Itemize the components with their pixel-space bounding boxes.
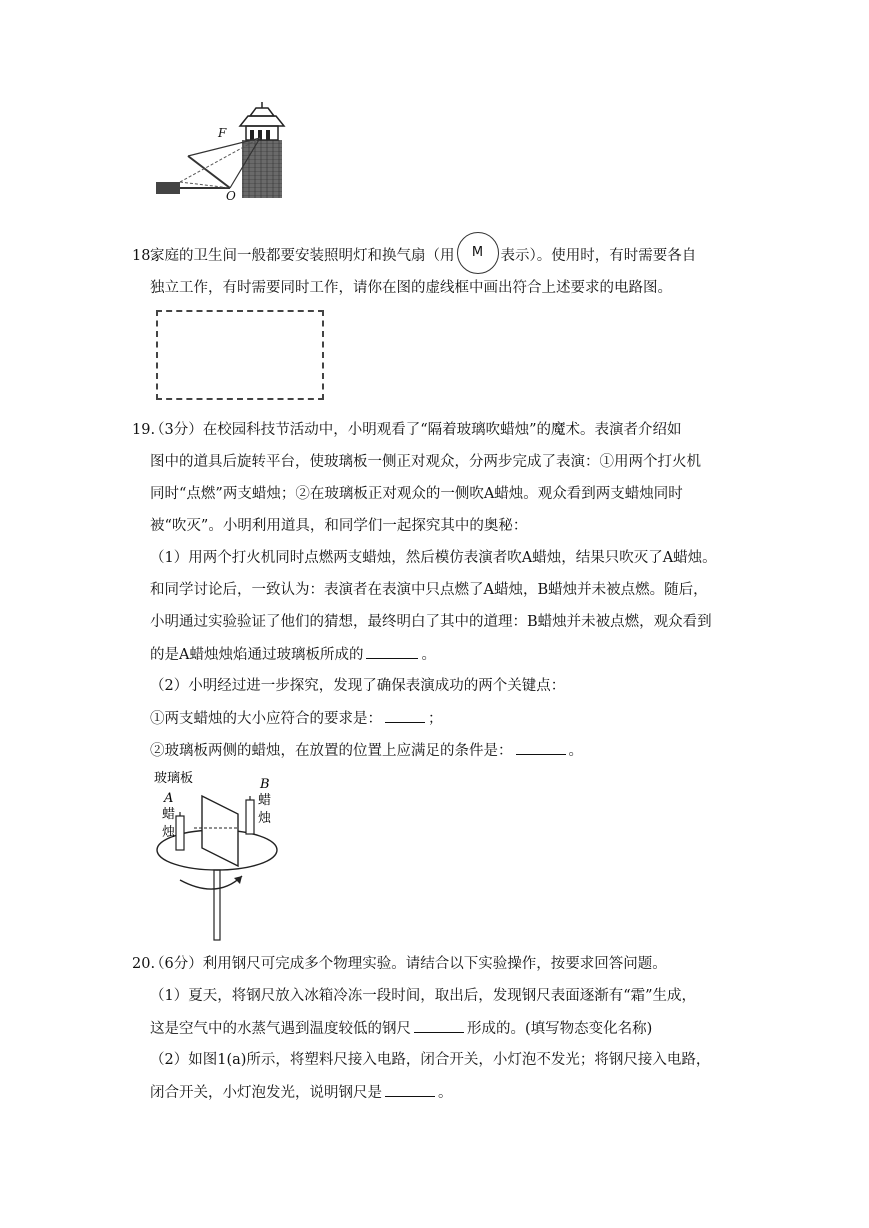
circuit-answer-box — [156, 310, 324, 400]
tower-figure — [150, 100, 290, 205]
q19-p2-item2-text: ②玻璃板两侧的蜡烛，在放置的位置上应满足的条件是： — [150, 743, 513, 759]
q20-p1-line2-text: 这是空气中的水蒸气遇到温度较低的钢尺 — [150, 1021, 411, 1037]
glass-candle-figure — [150, 768, 290, 943]
q20-p1-line2-end: 形成的。(填写物态变化名称) — [467, 1021, 653, 1037]
answer-blank-size[interactable] — [385, 708, 425, 723]
q19-p1-line4-text: 的是A蜡烛烛焰通过玻璃板所成的 — [150, 647, 364, 663]
q19-p2-item1 — [150, 708, 443, 729]
glass-plate-label: 玻璃板 — [154, 771, 194, 786]
label-o: O — [226, 189, 236, 203]
q19-p1-line1: （1）用两个打火机同时点燃两支蜡烛，然后模仿表演者吹A蜡烛，结果只吹灭了A蜡烛。 — [150, 550, 717, 566]
q20-number: 20. — [132, 956, 156, 972]
q18-text-before: 家庭的卫生间一般都要安装照明灯和换气扇（用 — [150, 248, 455, 264]
answer-blank-position[interactable] — [516, 740, 566, 755]
q20-p2-line2 — [150, 1082, 453, 1103]
q18-text-after: 表示）。使用时，有时需要各自 — [500, 248, 697, 264]
candle-b-letter: B — [260, 777, 270, 792]
q19-p2-item2 — [150, 740, 583, 761]
q18-line2: 独立工作，有时需要同时工作，请你在图的虚线框中画出符合上述要求的电路图。 — [150, 280, 672, 296]
q19-line2: 图中的道具后旋转平台，使玻璃板一侧正对观众，分两步完成了表演：①用两个打火机 — [150, 454, 701, 470]
q18-number: 18. — [132, 248, 156, 264]
candle-a-text2: 烛 — [162, 825, 176, 840]
q19-line4: 被“吹灭”。小明利用道具，和同学们一起探究其中的奥秘： — [150, 518, 528, 534]
q19-line1: （3分）在校园科技节活动中，小明观看了“隔着玻璃吹蜡烛”的魔术。表演者介绍如 — [150, 422, 682, 438]
q20-p2-line2-text: 闭合开关，小灯泡发光，说明钢尺是 — [150, 1085, 382, 1101]
q20-p2-line2-end: 。 — [438, 1085, 453, 1101]
answer-blank-conductor[interactable] — [385, 1082, 435, 1097]
q20-p1-line1: （1）夏天，将钢尺放入冰箱冷冻一段时间，取出后，发现钢尺表面逐渐有“霜”生成， — [150, 988, 697, 1004]
q19-number: 19. — [132, 422, 156, 438]
q19-p1-line2: 和同学讨论后，一致认为：表演者在表演中只点燃了A蜡烛，B蜡烛并未被点燃。随后， — [150, 582, 708, 598]
motor-icon: M — [457, 232, 499, 274]
q19-p1-line3: 小明通过实验验证了他们的猜想，最终明白了其中的道理：B蜡烛并未被点燃，观众看到 — [150, 614, 712, 630]
q20-line1: （6分）利用钢尺可完成多个物理实验。请结合以下实验操作，按要求回答问题。 — [150, 956, 667, 972]
label-f: F — [218, 126, 227, 140]
answer-blank-phase-change[interactable] — [414, 1018, 464, 1033]
q19-p1-line4 — [150, 644, 436, 665]
candle-a-text1: 蜡 — [162, 807, 176, 822]
answer-blank-image[interactable] — [366, 644, 418, 659]
q20-p2-line1: （2）如图1(a)所示，将塑料尺接入电路，闭合开关，小灯泡不发光；将钢尺接入电路， — [150, 1052, 711, 1068]
candle-a-letter: A — [164, 791, 174, 806]
candle-b-text2: 烛 — [258, 811, 272, 826]
q19-p2-line1: （2）小明经过进一步探究，发现了确保表演成功的两个关键点： — [150, 678, 566, 694]
q19-p2-item2-end: 。 — [568, 743, 583, 759]
q19-line3: 同时“点燃”两支蜡烛；②在玻璃板正对观众的一侧吹A蜡烛。观众看到两支蜡烛同时 — [150, 486, 683, 502]
q19-p2-item1-end: ； — [428, 711, 443, 727]
q19-p1-line4-end: 。 — [421, 647, 436, 663]
candle-b-text1: 蜡 — [258, 793, 272, 808]
q20-p1-line2 — [150, 1018, 652, 1039]
q19-p2-item1-text: ①两支蜡烛的大小应符合的要求是： — [150, 711, 382, 727]
